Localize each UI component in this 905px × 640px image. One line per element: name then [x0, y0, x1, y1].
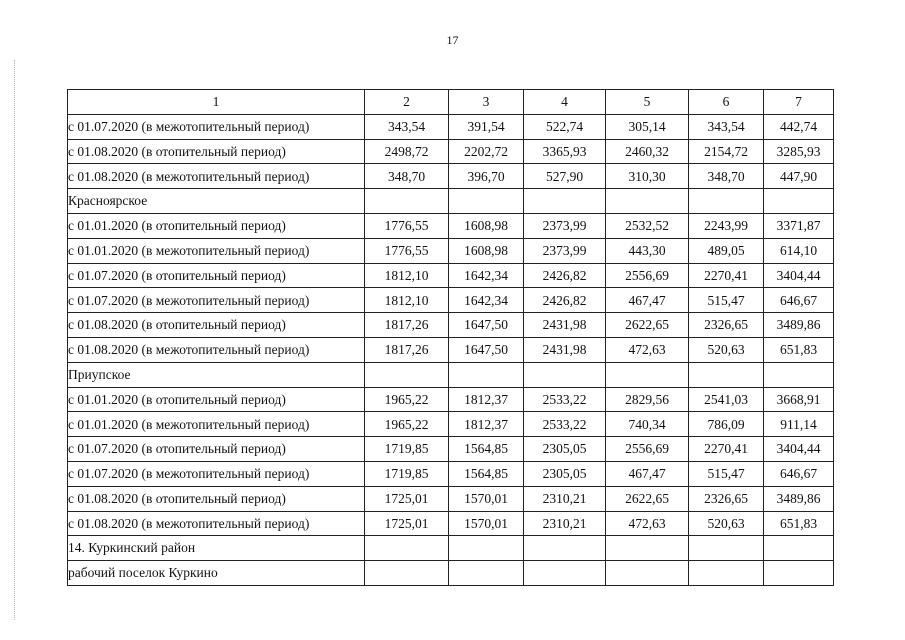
value-cell: 786,09	[689, 412, 764, 437]
value-cell: 1817,26	[365, 313, 449, 338]
value-cell: 343,54	[689, 114, 764, 139]
value-cell: 2556,69	[606, 437, 689, 462]
value-cell: 489,05	[689, 238, 764, 263]
value-cell: 651,83	[764, 511, 834, 536]
value-cell: 2498,72	[365, 139, 449, 164]
value-cell: 1608,98	[449, 213, 524, 238]
value-cell: 2533,22	[524, 412, 606, 437]
value-cell: 515,47	[689, 288, 764, 313]
header-cell: 3	[449, 90, 524, 115]
value-cell: 2541,03	[689, 387, 764, 412]
value-cell	[449, 362, 524, 387]
value-cell	[449, 561, 524, 586]
row-label-cell: с 01.08.2020 (в межотопительный период)	[68, 164, 365, 189]
row-label-cell: с 01.08.2020 (в отопительный период)	[68, 313, 365, 338]
value-cell	[689, 536, 764, 561]
value-cell: 1564,85	[449, 461, 524, 486]
value-cell: 443,30	[606, 238, 689, 263]
value-cell: 472,63	[606, 337, 689, 362]
value-cell	[449, 189, 524, 214]
table-row	[68, 238, 834, 263]
value-cell: 2270,41	[689, 263, 764, 288]
value-cell: 2431,98	[524, 313, 606, 338]
value-cell: 911,14	[764, 412, 834, 437]
header-cell: 4	[524, 90, 606, 115]
value-cell: 1812,10	[365, 288, 449, 313]
value-cell: 2829,56	[606, 387, 689, 412]
table-row	[68, 139, 834, 164]
value-cell	[764, 362, 834, 387]
table-row	[68, 387, 834, 412]
value-cell	[524, 536, 606, 561]
value-cell: 1647,50	[449, 313, 524, 338]
page-number: 17	[446, 33, 459, 47]
value-cell	[365, 362, 449, 387]
value-cell: 1965,22	[365, 387, 449, 412]
value-cell: 1608,98	[449, 238, 524, 263]
value-cell: 1642,34	[449, 263, 524, 288]
value-cell: 2373,99	[524, 238, 606, 263]
value-cell: 442,74	[764, 114, 834, 139]
value-cell: 1725,01	[365, 486, 449, 511]
value-cell	[689, 561, 764, 586]
value-cell	[606, 561, 689, 586]
value-cell: 1776,55	[365, 213, 449, 238]
table-row	[68, 486, 834, 511]
row-label-cell: с 01.07.2020 (в межотопительный период)	[68, 461, 365, 486]
row-label-cell: рабочий поселок Куркино	[68, 561, 365, 586]
value-cell: 1812,10	[365, 263, 449, 288]
value-cell: 391,54	[449, 114, 524, 139]
row-label-cell: с 01.01.2020 (в межотопительный период)	[68, 412, 365, 437]
value-cell: 2154,72	[689, 139, 764, 164]
value-cell	[524, 362, 606, 387]
value-cell: 3404,44	[764, 263, 834, 288]
value-cell	[365, 536, 449, 561]
row-label-cell: с 01.07.2020 (в межотопительный период)	[68, 288, 365, 313]
value-cell	[365, 561, 449, 586]
table-row	[68, 337, 834, 362]
value-cell	[449, 536, 524, 561]
tariff-table-body	[68, 90, 834, 586]
value-cell: 2460,32	[606, 139, 689, 164]
value-cell: 520,63	[689, 511, 764, 536]
row-label-cell: Красноярское	[68, 189, 365, 214]
value-cell	[764, 189, 834, 214]
table-row	[68, 313, 834, 338]
value-cell: 614,10	[764, 238, 834, 263]
value-cell: 1570,01	[449, 511, 524, 536]
value-cell: 527,90	[524, 164, 606, 189]
value-cell: 472,63	[606, 511, 689, 536]
value-cell: 2326,65	[689, 486, 764, 511]
value-cell	[764, 536, 834, 561]
row-label-cell: 14. Куркинский район	[68, 536, 365, 561]
value-cell: 467,47	[606, 461, 689, 486]
value-cell: 1570,01	[449, 486, 524, 511]
value-cell: 2426,82	[524, 288, 606, 313]
value-cell: 1776,55	[365, 238, 449, 263]
row-label-cell: с 01.07.2020 (в отопительный период)	[68, 437, 365, 462]
value-cell: 348,70	[365, 164, 449, 189]
value-cell: 646,67	[764, 461, 834, 486]
value-cell: 305,14	[606, 114, 689, 139]
value-cell: 2270,41	[689, 437, 764, 462]
value-cell	[764, 561, 834, 586]
value-cell: 522,74	[524, 114, 606, 139]
value-cell: 1719,85	[365, 437, 449, 462]
value-cell: 2202,72	[449, 139, 524, 164]
value-cell	[689, 362, 764, 387]
value-cell: 2556,69	[606, 263, 689, 288]
binding-margin-marks	[14, 60, 17, 620]
value-cell: 1642,34	[449, 288, 524, 313]
row-label-cell: с 01.01.2020 (в отопительный период)	[68, 387, 365, 412]
value-cell: 1647,50	[449, 337, 524, 362]
table-row	[68, 114, 834, 139]
row-label-cell: с 01.08.2020 (в отопительный период)	[68, 139, 365, 164]
value-cell: 1965,22	[365, 412, 449, 437]
value-cell: 3489,86	[764, 313, 834, 338]
value-cell: 515,47	[689, 461, 764, 486]
value-cell: 2373,99	[524, 213, 606, 238]
value-cell: 3371,87	[764, 213, 834, 238]
value-cell	[606, 536, 689, 561]
row-label-cell: с 01.01.2020 (в межотопительный период)	[68, 238, 365, 263]
table-header-row	[68, 90, 834, 115]
value-cell: 1812,37	[449, 387, 524, 412]
value-cell	[606, 362, 689, 387]
table-row	[68, 461, 834, 486]
header-cell: 6	[689, 90, 764, 115]
table-row	[68, 213, 834, 238]
value-cell	[524, 561, 606, 586]
value-cell: 2305,05	[524, 461, 606, 486]
table-row	[68, 561, 834, 586]
value-cell: 2622,65	[606, 486, 689, 511]
value-cell: 1817,26	[365, 337, 449, 362]
value-cell	[689, 189, 764, 214]
table-row	[68, 511, 834, 536]
table-row	[68, 164, 834, 189]
table-row	[68, 437, 834, 462]
table-row	[68, 263, 834, 288]
value-cell: 310,30	[606, 164, 689, 189]
row-label-cell: с 01.08.2020 (в межотопительный период)	[68, 337, 365, 362]
table-row	[68, 412, 834, 437]
value-cell: 3668,91	[764, 387, 834, 412]
header-cell: 5	[606, 90, 689, 115]
value-cell: 2310,21	[524, 486, 606, 511]
value-cell: 1812,37	[449, 412, 524, 437]
header-cell: 1	[68, 90, 365, 115]
row-label-cell: с 01.07.2020 (в отопительный период)	[68, 263, 365, 288]
value-cell: 1725,01	[365, 511, 449, 536]
value-cell: 2426,82	[524, 263, 606, 288]
value-cell: 1719,85	[365, 461, 449, 486]
value-cell: 3365,93	[524, 139, 606, 164]
value-cell: 646,67	[764, 288, 834, 313]
value-cell: 740,34	[606, 412, 689, 437]
value-cell: 467,47	[606, 288, 689, 313]
value-cell: 1564,85	[449, 437, 524, 462]
row-label-cell: Приупское	[68, 362, 365, 387]
value-cell: 651,83	[764, 337, 834, 362]
value-cell: 2431,98	[524, 337, 606, 362]
value-cell	[524, 189, 606, 214]
tariff-table	[67, 89, 834, 586]
value-cell: 3489,86	[764, 486, 834, 511]
value-cell: 2305,05	[524, 437, 606, 462]
value-cell: 3285,93	[764, 139, 834, 164]
value-cell: 3404,44	[764, 437, 834, 462]
row-label-cell: с 01.08.2020 (в отопительный период)	[68, 486, 365, 511]
value-cell: 2310,21	[524, 511, 606, 536]
table-row	[68, 362, 834, 387]
row-label-cell: с 01.01.2020 (в отопительный период)	[68, 213, 365, 238]
value-cell: 396,70	[449, 164, 524, 189]
table-row	[68, 536, 834, 561]
value-cell: 343,54	[365, 114, 449, 139]
value-cell	[365, 189, 449, 214]
value-cell: 2622,65	[606, 313, 689, 338]
header-cell: 2	[365, 90, 449, 115]
value-cell	[606, 189, 689, 214]
row-label-cell: с 01.07.2020 (в межотопительный период)	[68, 114, 365, 139]
value-cell: 2326,65	[689, 313, 764, 338]
header-cell: 7	[764, 90, 834, 115]
table-row	[68, 189, 834, 214]
row-label-cell: с 01.08.2020 (в межотопительный период)	[68, 511, 365, 536]
value-cell: 2532,52	[606, 213, 689, 238]
table-row	[68, 288, 834, 313]
value-cell: 2533,22	[524, 387, 606, 412]
value-cell: 520,63	[689, 337, 764, 362]
value-cell: 348,70	[689, 164, 764, 189]
value-cell: 2243,99	[689, 213, 764, 238]
value-cell: 447,90	[764, 164, 834, 189]
